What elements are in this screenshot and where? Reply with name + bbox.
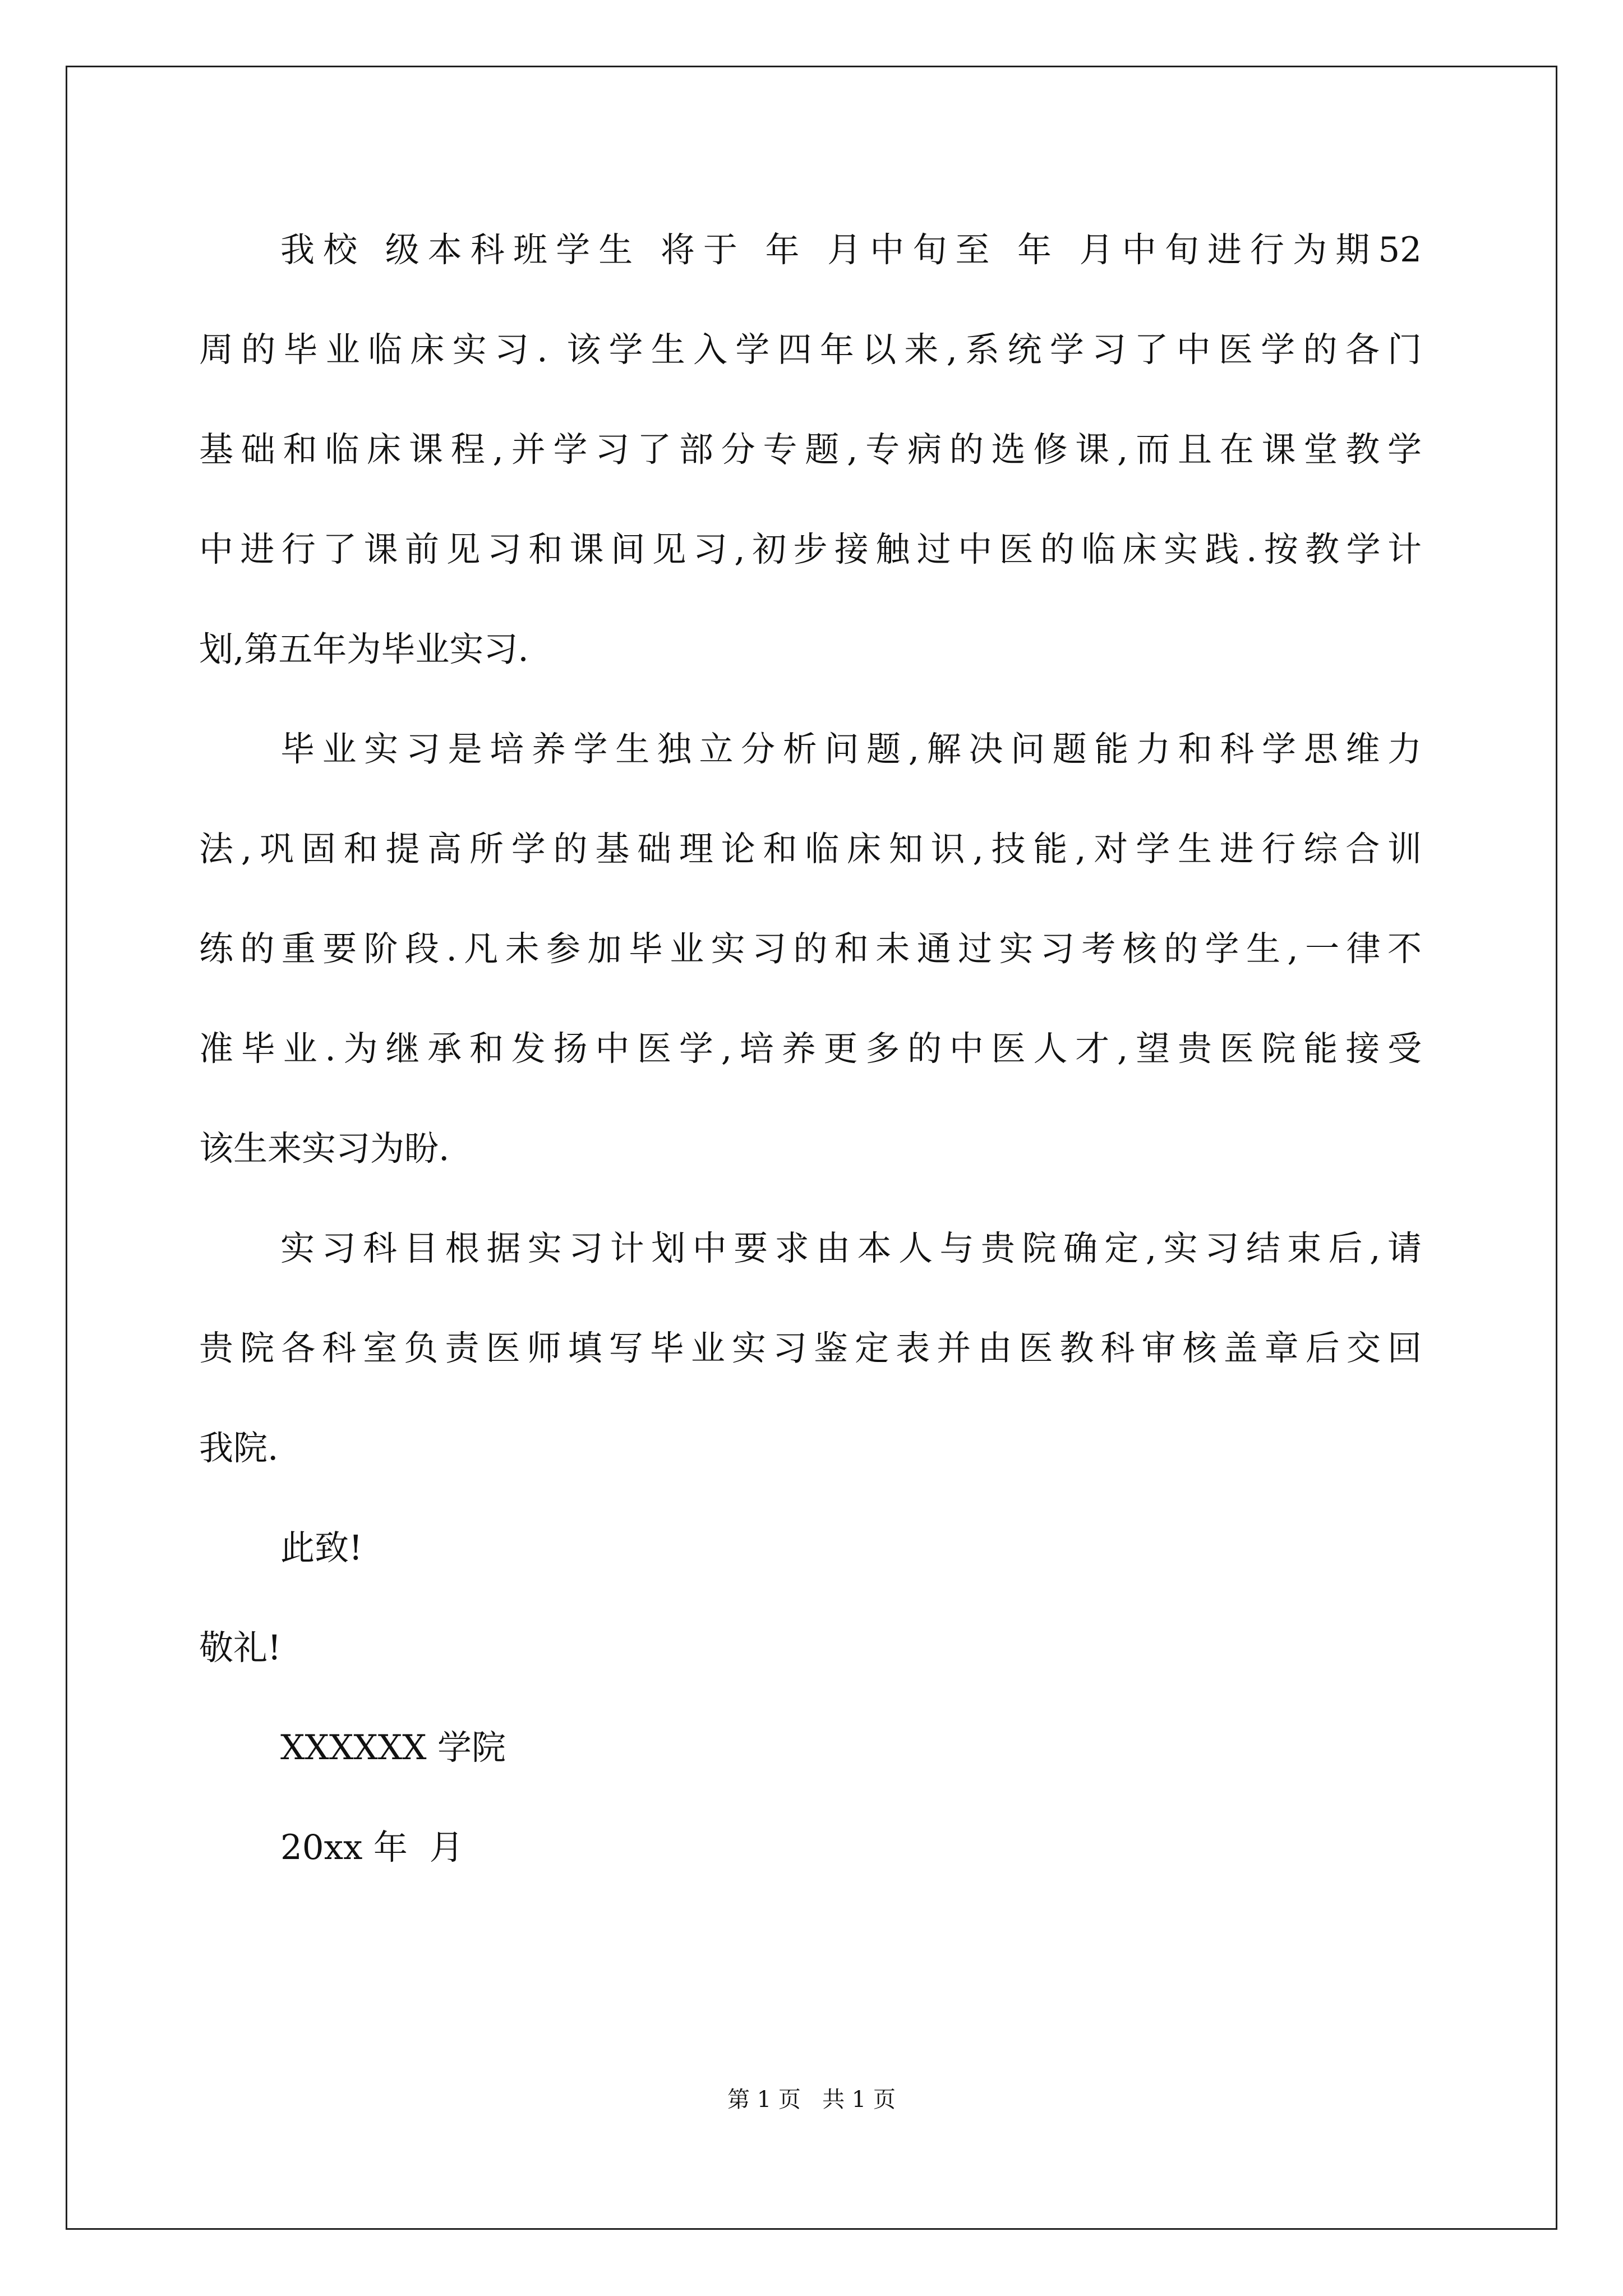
paragraph-1-line-4: 中进行了课前见习和课间见习,初步接触过中医的临床实践.按教学计	[199, 530, 1422, 569]
page-number-footer: 第 1 页 共 1 页	[727, 2087, 896, 2113]
paragraph-3-line-3: 我院.	[199, 1428, 279, 1468]
paragraph-2-line-5: 该生来实习为盼.	[199, 1129, 450, 1168]
regards: 敬礼!	[199, 1628, 282, 1668]
paragraph-2-line-1: 毕业实习是培养学生独立分析问题,解决问题能力和科学思维力	[280, 729, 1422, 769]
letter-date: 20xx 年 月	[280, 1828, 464, 1867]
paragraph-3-line-2: 贵院各科室负责医师填写毕业实习鉴定表并由医教科审核盖章后交回	[199, 1328, 1422, 1368]
paragraph-3-line-1: 实习科目根据实习计划中要求由本人与贵院确定,实习结束后,请	[280, 1228, 1422, 1268]
salutation: 此致!	[280, 1528, 363, 1568]
paragraph-2-line-3: 练的重要阶段.凡未参加毕业实习的和未通过实习考核的学生,一律不	[199, 929, 1422, 969]
paragraph-1-line-5: 划,第五年为毕业实习.	[199, 629, 529, 669]
paragraph-1-line-3: 基础和临床课程,并学习了部分专题,专病的选修课,而且在课堂教学	[199, 430, 1422, 470]
paragraph-1-line-1: 我校 级本科班学生 将于 年 月中旬至 年 月中旬进行为期52	[280, 230, 1422, 270]
paragraph-2-line-2: 法,巩固和提高所学的基础理论和临床知识,技能,对学生进行综合训	[199, 829, 1422, 869]
paragraph-1-line-2: 周的毕业临床实习. 该学生入学四年以来,系统学习了中医学的各门	[199, 330, 1422, 370]
sender-name: XXXXXX 学院	[280, 1728, 506, 1768]
paragraph-2-line-4: 准毕业.为继承和发扬中医学,培养更多的中医人才,望贵医院能接受	[199, 1029, 1422, 1069]
